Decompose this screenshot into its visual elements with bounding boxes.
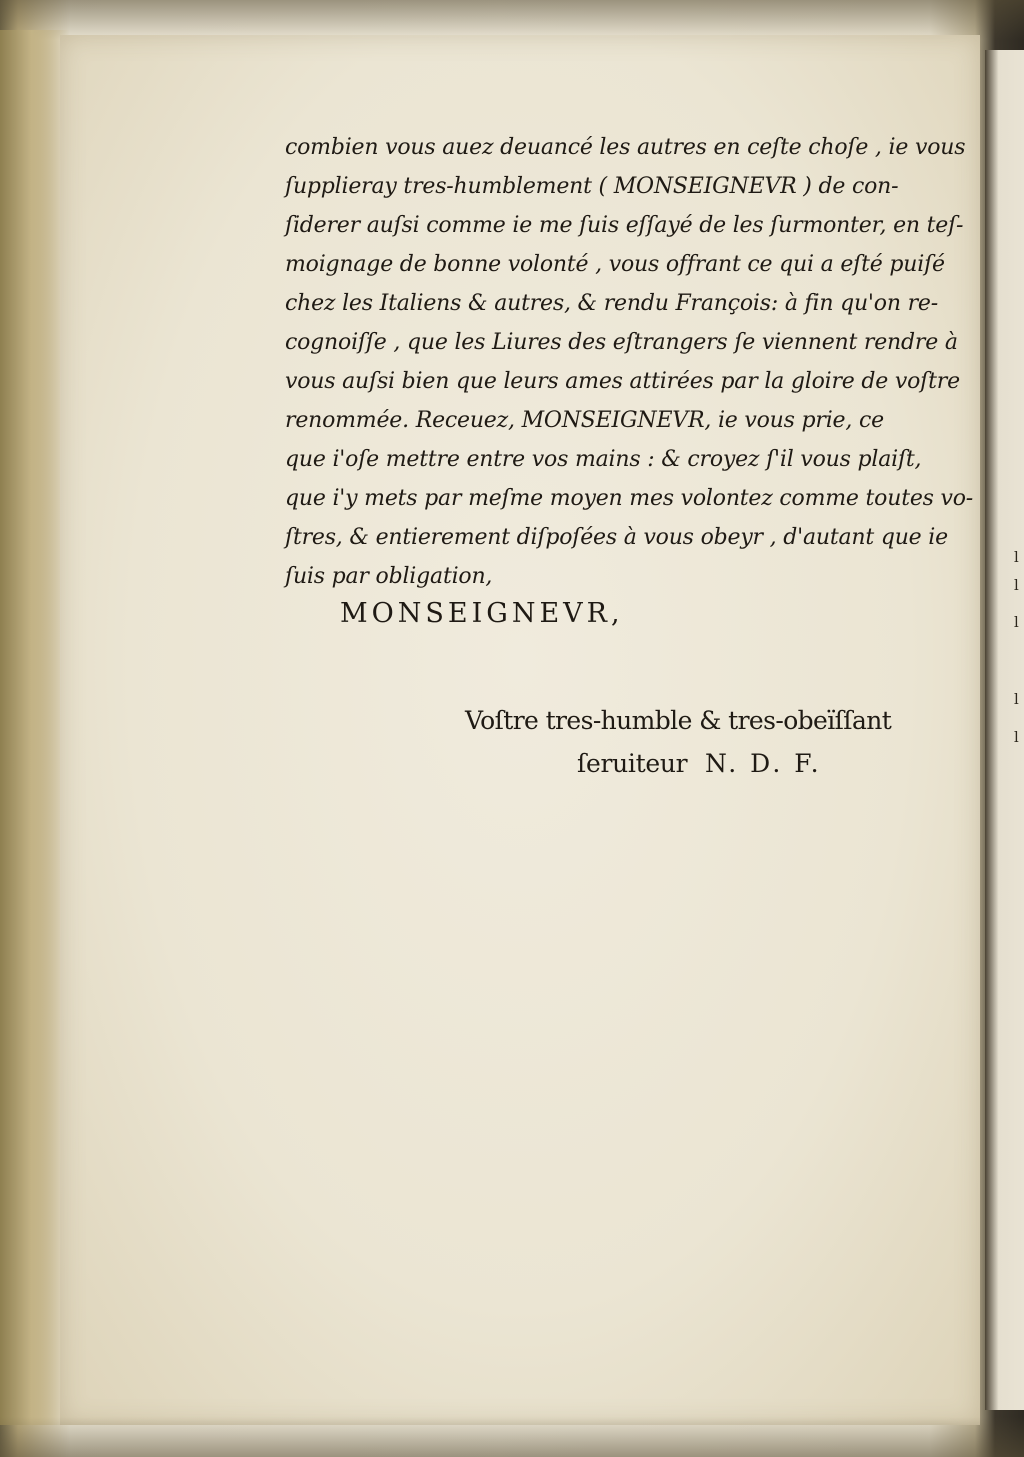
servant-line: ſeruiteur	[577, 749, 688, 778]
closing-line: Voſtre tres-humble & tres-obeïſſant	[465, 706, 892, 735]
text-line: combien vous auez deuancé les autres en ceſte choſe , ie vous	[285, 135, 966, 160]
letter-body	[285, 128, 974, 596]
text-line: ſupplieray tres-humblement ( MONSEIGNEVR ) de con-	[285, 174, 899, 199]
bottom-scan-shadow	[0, 1417, 1024, 1457]
top-scan-shadow	[0, 0, 1024, 40]
facing-page-letter: l	[1014, 613, 1019, 631]
facing-page-letter: l	[1014, 728, 1019, 746]
text-line: ſtres, & entierement diſpoſées à vous obeyr , d'autant que ie	[285, 525, 948, 550]
text-line: chez les Italiens & autres, & rendu François: à fin qu'on re-	[285, 291, 938, 316]
facing-page-letter: l	[1014, 690, 1019, 708]
text-line: que i'oſe mettre entre vos mains : & croyez ſ'il vous plaiſt,	[285, 447, 922, 472]
text-line: cognoiſſe , que les Liures des eſtrangers ſe viennent rendre à	[285, 330, 958, 355]
text-line: que i'y mets par meſme moyen mes volontez comme toutes vo-	[285, 486, 974, 511]
facing-page-letter: l	[1014, 548, 1019, 566]
text-line: ſuis par obligation,	[285, 564, 493, 589]
salutation-heading: MONSEIGNEVR,	[340, 598, 624, 629]
author-initials: N. D. F.	[705, 749, 822, 778]
text-line: moignage de bonne volonté , vous offrant ce qui a eſté puiſé	[285, 252, 945, 277]
text-line: ſiderer auſsi comme ie me ſuis eſſayé de les ſurmonter, en teſ-	[285, 213, 964, 238]
facing-page-letter: l	[1014, 576, 1019, 594]
text-line: renommée. Receuez, MONSEIGNEVR, ie vous prie, ce	[285, 408, 884, 433]
text-line: vous auſsi bien que leurs ames attirées par la gloire de voſtre	[285, 369, 960, 394]
